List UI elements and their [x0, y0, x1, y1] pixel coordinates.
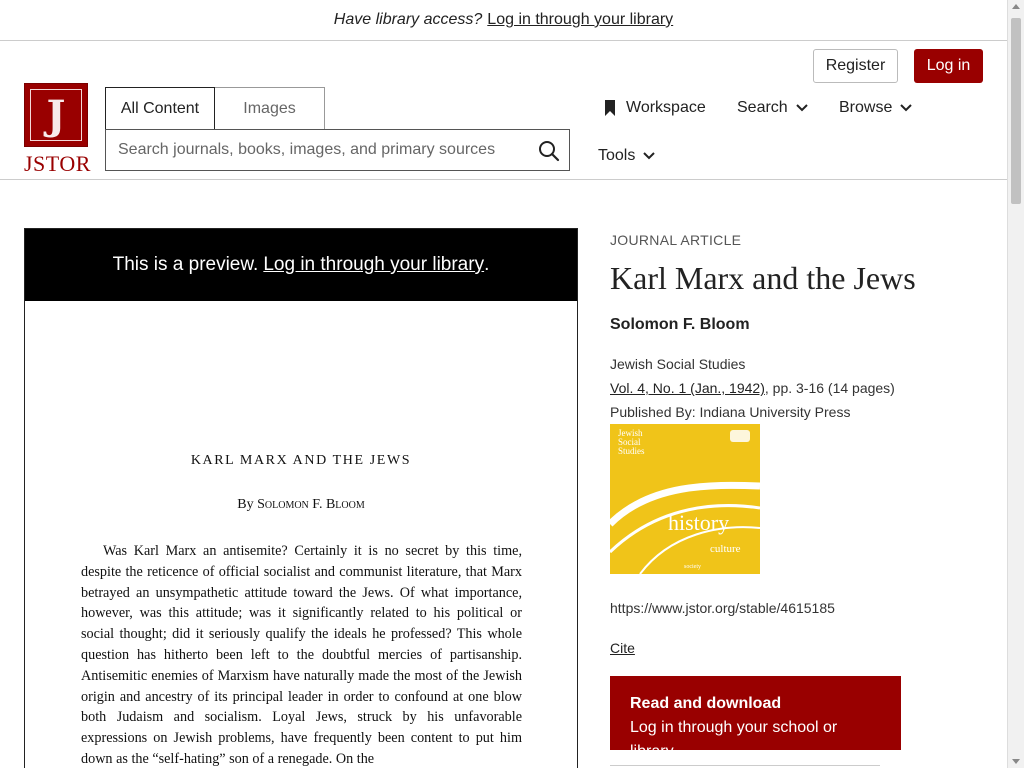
nav-search[interactable]	[737, 97, 808, 119]
cover-word-history: history	[668, 510, 730, 535]
article-author: Solomon F. Bloom	[610, 316, 750, 333]
volume-link[interactable]: Vol. 4, No. 1 (Jan., 1942)	[610, 380, 765, 396]
nav-workspace[interactable]	[604, 97, 706, 119]
library-access-banner	[0, 0, 1007, 41]
journal-name: Jewish Social Studies	[610, 356, 746, 372]
nav-browse[interactable]	[839, 97, 912, 119]
login-button[interactable]: Log in	[914, 49, 983, 83]
page-byline	[25, 497, 577, 513]
read-and-download-button[interactable]	[610, 676, 901, 760]
cover-line2: Social	[618, 437, 641, 447]
chevron-down-icon	[643, 152, 655, 160]
publisher: Published By: Indiana University Press	[610, 404, 851, 420]
search-input[interactable]	[106, 131, 526, 169]
jstor-logo[interactable]	[24, 83, 91, 176]
page-body-text: Was Karl Marx an antisemite? Certainly it is no secret by this time, despite the reticence of official socialist and communist literature, that Marx betrayed an unsympathetic attitude toward the Jews. Of what importance, however, was this attitude; was it significantly related to his political or social thought; did it seriously qualify the ideals he professed? This whole question has hitherto been left to the doubtful mercies of partisanship. Antisemitic enemies of Marxism have naturally made the most of the Jewish origin and ancestry of its principal leader in order to confound at one blow both Judaism and socialism. Loyal Jews, struck by his unfavorable expressions on Jewish problems, have frequently been content to put him down as the “self-hating” son of a renegade. On the	[81, 543, 522, 767]
scrollbar-thumb[interactable]	[1011, 18, 1021, 204]
tab-images[interactable]: Images	[215, 87, 325, 129]
scroll-up-icon[interactable]	[1012, 4, 1020, 9]
preview-banner	[25, 229, 577, 301]
article-preview	[24, 228, 578, 768]
cover-line3: Studies	[618, 446, 645, 456]
read-button-subtitle: Log in through your school or library	[630, 719, 838, 760]
article-title: Karl Marx and the Jews	[610, 260, 916, 296]
jstor-logo-mark: J	[24, 83, 88, 147]
library-login-link[interactable]: Log in through your library	[487, 11, 674, 28]
nav-workspace-label: Workspace	[626, 99, 706, 116]
bookmark-icon	[604, 100, 616, 116]
page-scrollbar[interactable]	[1007, 0, 1024, 768]
cover-word-culture: culture	[710, 543, 741, 555]
nav-browse-label: Browse	[839, 99, 893, 116]
byline-prefix: By	[237, 497, 254, 512]
stable-url: https://www.jstor.org/stable/4615185	[610, 600, 835, 616]
cover-line1: Jewish	[618, 428, 643, 438]
preview-login-link[interactable]: Log in through your library	[263, 254, 485, 275]
preview-banner-text: This is a preview.	[112, 254, 259, 275]
nav-search-label: Search	[737, 99, 788, 116]
tab-all-content[interactable]: All Content	[105, 87, 215, 129]
page-range: , pp. 3-16 (14 pages)	[764, 380, 895, 396]
search-box	[105, 129, 570, 171]
search-icon[interactable]	[537, 139, 561, 163]
library-access-text: Have library access?	[333, 11, 483, 28]
content-type-label: JOURNAL ARTICLE	[610, 232, 742, 248]
scroll-down-icon[interactable]	[1012, 759, 1020, 764]
nav-tools[interactable]	[598, 145, 655, 167]
register-button[interactable]: Register	[813, 49, 898, 83]
page-title: KARL MARX AND THE JEWS	[190, 453, 412, 468]
nav-tools-label: Tools	[598, 147, 636, 164]
jstor-logo-word: JSTOR	[24, 151, 91, 176]
chevron-down-icon	[900, 104, 912, 112]
chevron-down-icon	[796, 104, 808, 112]
preview-banner-end: .	[484, 254, 490, 275]
cite-link[interactable]: Cite	[610, 640, 635, 656]
read-button-title: Read and download	[630, 695, 782, 712]
cover-word-society: society	[684, 564, 701, 570]
journal-cover[interactable]	[610, 424, 760, 574]
site-header	[0, 41, 1007, 180]
byline-name: Solomon F. Bloom	[257, 497, 365, 512]
volume-info	[610, 380, 895, 396]
